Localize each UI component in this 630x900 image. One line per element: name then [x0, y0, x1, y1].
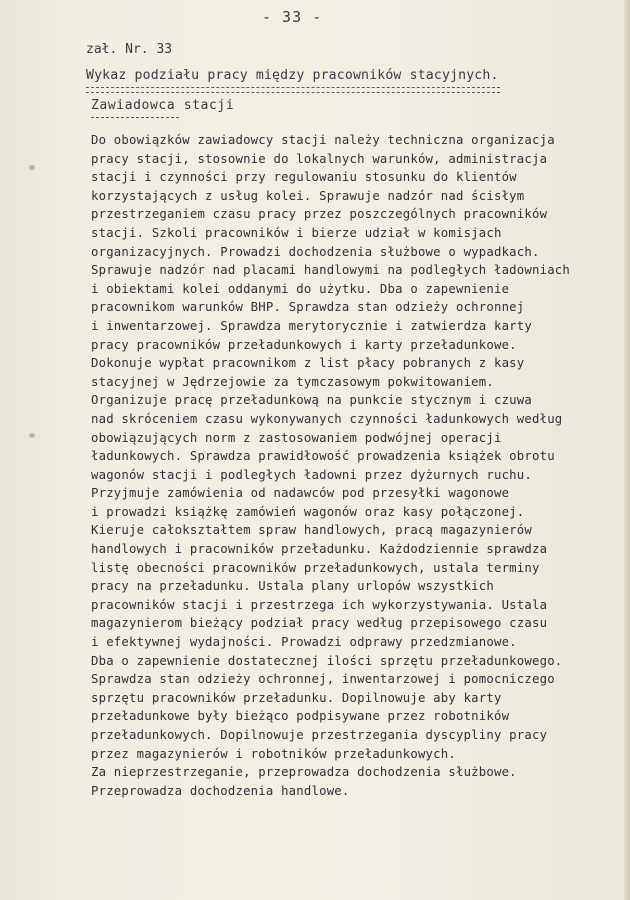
body-line: korzystających z usług kolei. Sprawuje nadzór nad ścisłym	[91, 188, 525, 203]
body-line: obowiązujących norm z zastosowaniem podwójnej operacji	[91, 430, 502, 445]
body-line: przestrzeganiem czasu pracy przez poszczególnych pracowników	[91, 207, 548, 222]
body-line: pracy na przeładunku. Ustala plany urlopów wszystkich	[91, 579, 494, 594]
body-line: handlowych i pracowników przeładunku. Każdodziennie sprawdza	[91, 542, 548, 557]
body-line: pracownikom warunków BHP. Sprawdza stan odzieży ochronnej	[91, 300, 525, 315]
body-line: pracowników stacji i przestrzega ich wykorzystywania. Ustala	[91, 597, 548, 612]
body-text	[91, 131, 611, 800]
body-line: pracy stacji, stosownie do lokalnych warunków, administracja	[91, 151, 548, 166]
body-line: nad skróceniem czasu wykonywanych czynności ładunkowych według	[91, 411, 563, 426]
body-line: przez magazynierów i robotników przeładunkowych.	[91, 746, 456, 761]
body-line: stacji i czynności przy regulowaniu stosunku do klientów	[91, 170, 517, 185]
body-line: i prowadzi książkę zamówień wagonów oraz kasy połączonej.	[91, 504, 525, 519]
page-edge	[624, 0, 630, 900]
body-line: Sprawdza stan odzieży ochronnej, inwentarzowej i pomocniczego	[91, 672, 555, 687]
body-line: Organizuje pracę przeładunkową na punkcie stycznym i czuwa	[91, 393, 532, 408]
section-heading: Zawiadowca stacji	[91, 98, 235, 113]
body-line: organizacyjnych. Prowadzi dochodzenia służbowe o wypadkach.	[91, 244, 540, 259]
body-line: magazynierom bieżący podział pracy według przepisowego czasu	[91, 616, 548, 631]
body-line: ładunkowych. Sprawdza prawidłowość prowadzenia książek obrotu	[91, 449, 555, 464]
body-line: Przyjmuje zamówienia od nadawców pod przesyłki wagonowe	[91, 486, 510, 501]
body-line: Kieruje całokształtem spraw handlowych, pracą magazynierów	[91, 523, 532, 538]
body-line: i inwentarzowej. Sprawdza merytorycznie i zatwierdza karty	[91, 318, 532, 333]
page-number: - 33 -	[262, 8, 323, 26]
body-line: listę obecności pracowników przeładunkowych, ustala terminy	[91, 560, 540, 575]
body-line: i efektywnej wydajności. Prowadzi odprawy przedzmianowe.	[91, 635, 517, 650]
body-line: wagonów stacji i podległych ładowni przez dyżurnych ruchu.	[91, 467, 532, 482]
document-title: Wykaz podziału pracy między pracowników stacyjnych.	[86, 68, 499, 83]
body-line: stacji. Szkoli pracowników i bierze udział w komisjach	[91, 225, 502, 240]
body-line: Przeprowadza dochodzenia handlowe.	[91, 783, 350, 798]
body-line: Dba o zapewnienie dostatecznej ilości sprzętu przeładunkowego.	[91, 653, 563, 668]
heading-underline	[91, 117, 179, 118]
appendix-label: zał. Nr. 33	[86, 42, 173, 57]
body-line: Sprawuje nadzór nad placami handlowymi na podległych ładowniach	[91, 263, 571, 278]
body-line: Dokonuje wypłat pracownikom z list płacy pobranych z kasy	[91, 356, 525, 371]
body-line: Za nieprzestrzeganie, przeprowadza dochodzenia służbowe.	[91, 765, 517, 780]
body-line: Do obowiązków zawiadowcy stacji należy techniczna organizacja	[91, 133, 555, 147]
title-double-rule	[86, 87, 500, 93]
body-line: przeładunkowych. Dopilnowuje przestrzegania dyscypliny pracy	[91, 728, 548, 742]
punch-hole-mark	[29, 433, 35, 438]
punch-hole-mark	[29, 165, 35, 170]
body-line: i obiektami kolei oddanymi do użytku. Dba o zapewnienie	[91, 281, 510, 296]
body-line: pracy pracowników przeładunkowych i karty przeładunkowe.	[91, 337, 517, 352]
body-line: przeładunkowe były bieżąco podpisywane przez robotników	[91, 709, 510, 724]
body-line: sprzętu pracowników przeładunku. Dopilnowuje aby karty	[91, 690, 502, 705]
body-line: stacyjnej w Jędrzejowie za tymczasowym pokwitowaniem.	[91, 374, 494, 389]
